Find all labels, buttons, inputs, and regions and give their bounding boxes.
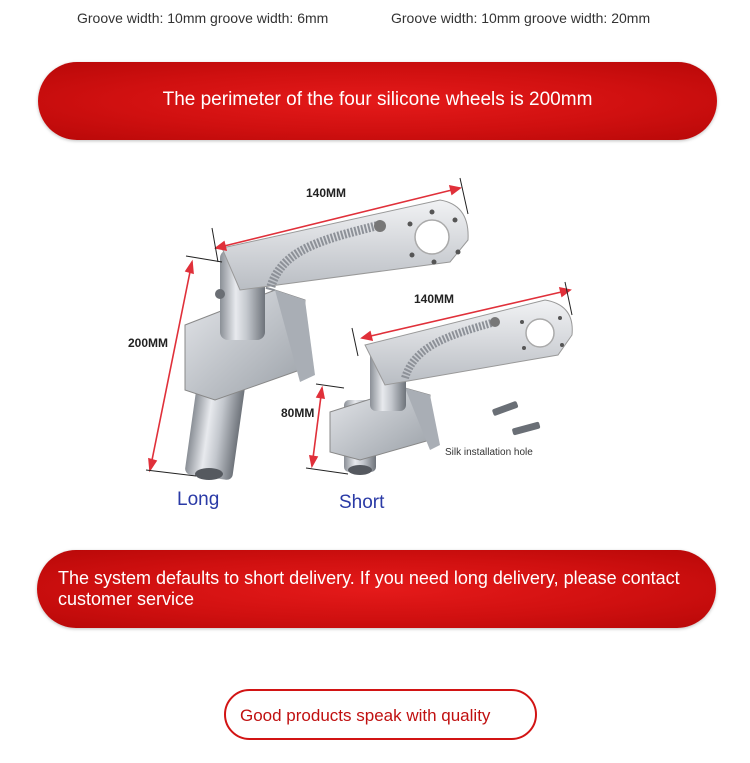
short-label: Short bbox=[339, 492, 385, 513]
screws bbox=[492, 401, 541, 436]
delivery-banner bbox=[37, 550, 716, 628]
product-photo bbox=[120, 170, 590, 530]
groove-spec-left: Groove width: 10mm groove width: 6mm bbox=[77, 10, 329, 26]
perimeter-banner-text: The perimeter of the four silicone wheels is 200mm bbox=[162, 89, 593, 110]
top-divider bbox=[0, 30, 750, 32]
quality-badge bbox=[224, 689, 537, 740]
long-label: Long bbox=[177, 489, 220, 510]
dimension-label-long-height: 200MM bbox=[128, 336, 169, 350]
quality-badge-text: Good products speak with quality bbox=[240, 706, 491, 725]
groove-spec-right: Groove width: 10mm groove width: 20mm bbox=[391, 10, 651, 26]
dimension-label-long-width: 140MM bbox=[306, 186, 347, 200]
silk-hole-note: Silk installation hole bbox=[445, 447, 533, 458]
dimension-label-short-height: 80MM bbox=[281, 406, 315, 420]
dimension-label-short-width: 140MM bbox=[414, 292, 455, 306]
perimeter-banner bbox=[38, 62, 717, 140]
delivery-banner-text: The system defaults to short delivery. If you need long delivery, please contact customer service bbox=[58, 568, 680, 609]
